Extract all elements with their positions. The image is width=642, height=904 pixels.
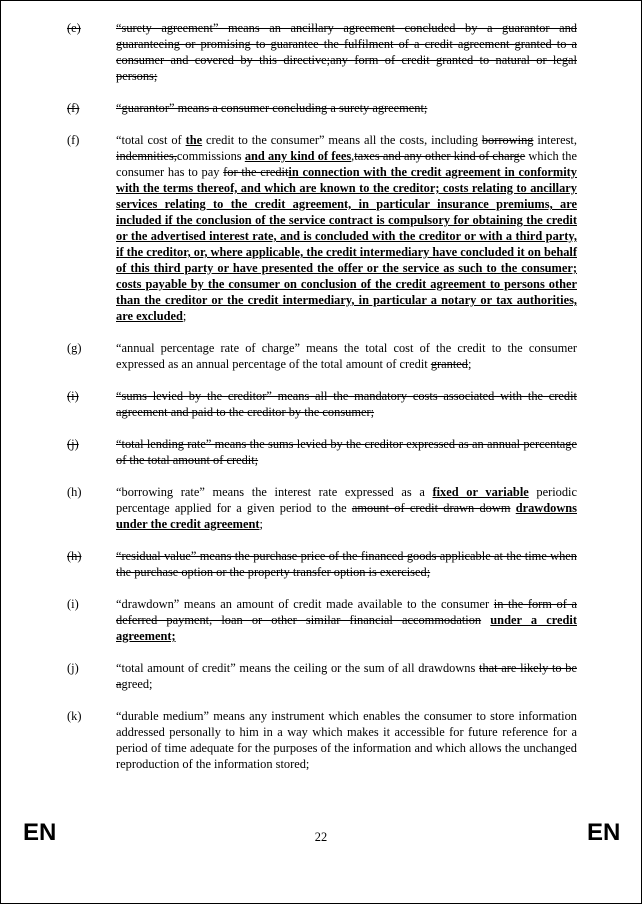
deleted-text: indemnities, — [116, 149, 177, 163]
definition-item — [67, 660, 577, 692]
definition-item — [67, 708, 577, 772]
text-segment: “drawdown” means an amount of credit made available to the consumer — [116, 597, 494, 611]
deleted-definition-item — [67, 548, 577, 580]
definition-text — [116, 484, 577, 532]
text-segment: interest, — [533, 133, 577, 147]
definition-label: (f) — [67, 101, 80, 115]
deleted-text: in the form of a deferred payment, loan or other similar financial accommodation — [116, 597, 577, 627]
inserted-text: fixed or variable — [432, 485, 529, 499]
text-segment: “annual percentage rate of charge” means the total cost of the credit to the consumer expressed as an annual percentage of the total amount of credit — [116, 341, 577, 371]
definition-label: (j) — [67, 437, 79, 451]
definition-label: (g) — [67, 341, 82, 355]
definition-label: (k) — [67, 709, 82, 723]
definition-label: (i) — [67, 389, 79, 403]
definition-item — [67, 132, 577, 324]
text-segment: ; — [182, 309, 187, 323]
deleted-text: taxes and any other kind of charge — [354, 149, 526, 163]
text-segment: “total cost of — [116, 133, 186, 147]
deleted-definition-item — [67, 100, 577, 116]
definition-text — [116, 132, 577, 324]
definition-text: “total lending rate” means the sums levied by the creditor expressed as an annual percentage of the total amount of credit; — [116, 437, 577, 467]
definition-label: (j) — [67, 661, 79, 675]
definition-label: (f) — [67, 133, 80, 147]
inserted-text: in connection with the credit agreement in conformity with the terms thereof, and which are known to the creditor; costs relating to ancillary services relating to the credit agreement, in particular insurance premiums, are included if the conclusion of the service contract is compulsory for obtaining the credit or the advertised interest rate, and is concluded with the creditor or with a third party, if the creditor, or, where applicable, the credit intermediary have concluded it on behalf of this third party or have presented the offer or the service as such to the consumer; costs payable by the consumer on conclusion of the credit agreement to persons other than the creditor or the credit intermediary, in particular a notary or tax authorities, — [116, 165, 578, 307]
definition-text: “guarantor” means a consumer concluding a surety agreement; — [116, 101, 428, 115]
definition-label: (h) — [67, 485, 82, 499]
definition-text — [116, 660, 577, 692]
inserted-text: under a credit agreement; — [116, 613, 577, 643]
text-segment: credit to the consumer” means all the costs, including — [202, 133, 482, 147]
text-segment: ; — [467, 357, 472, 371]
inserted-text: are excluded — [116, 309, 183, 323]
page-number: 22 — [314, 830, 328, 844]
definition-label: (h) — [67, 549, 82, 563]
definition-label: (i) — [67, 597, 79, 611]
definition-item — [67, 484, 577, 532]
definition-text — [116, 340, 577, 372]
deleted-text: that are likely to be a — [116, 661, 577, 691]
text-segment: “durable medium” means any instrument which enables the consumer to store information addressed personally to him in a way which makes it accessible for future reference for a period of time adequate for the purposes of the information and which allows the unchanged reproduction of the information stored; — [116, 709, 577, 771]
definition-item — [67, 596, 577, 644]
text-segment: which the consumer has to pay — [116, 149, 577, 179]
inserted-text: and any kind of fees — [244, 149, 352, 163]
inserted-text: the — [185, 133, 203, 147]
definition-text — [116, 708, 577, 772]
definitions-list — [67, 20, 577, 788]
definition-text: “residual value” means the purchase price of the financed goods applicable at the time when the purchase option or the property transfer option is exercised; — [116, 549, 577, 579]
deleted-text: granted — [430, 357, 468, 371]
definition-item — [67, 340, 577, 372]
inserted-text: drawdowns under the credit agreement — [116, 501, 577, 531]
text-segment: “borrowing rate” means the interest rate expressed as a — [116, 485, 433, 499]
footer-language-right: EN — [587, 819, 621, 846]
deleted-definition-item — [67, 436, 577, 468]
footer-language-left: EN — [23, 819, 57, 846]
definition-text: “surety agreement” means an ancillary agreement concluded by a guarantor and guaranteeing or promising to guarantee the fulfilment of a credit agreement granted to a consumer and covered by this directive;any form of credit granted to natural or legal persons; — [116, 21, 577, 83]
text-segment: commissions — [176, 149, 245, 163]
text-segment: periodic percentage applied for a given period to the — [116, 485, 578, 515]
deleted-text: borrowing — [481, 133, 534, 147]
text-segment — [481, 613, 490, 627]
deleted-text: for the credit — [223, 165, 289, 179]
text-segment: greed; — [121, 677, 153, 691]
definition-label: (e) — [67, 21, 81, 35]
text-segment: ; — [259, 517, 263, 531]
text-segment: , — [351, 149, 355, 163]
deleted-definition-item — [67, 20, 577, 84]
definition-text — [116, 596, 577, 644]
text-segment: “total amount of credit” means the ceiling or the sum of all drawdowns — [116, 661, 480, 675]
definition-text: “sums levied by the creditor” means all the mandatory costs associated with the credit agreement and paid to the creditor by the consumer; — [116, 389, 577, 419]
deleted-definition-item — [67, 388, 577, 420]
deleted-text: amount of credit drawn dowm — [351, 501, 511, 515]
